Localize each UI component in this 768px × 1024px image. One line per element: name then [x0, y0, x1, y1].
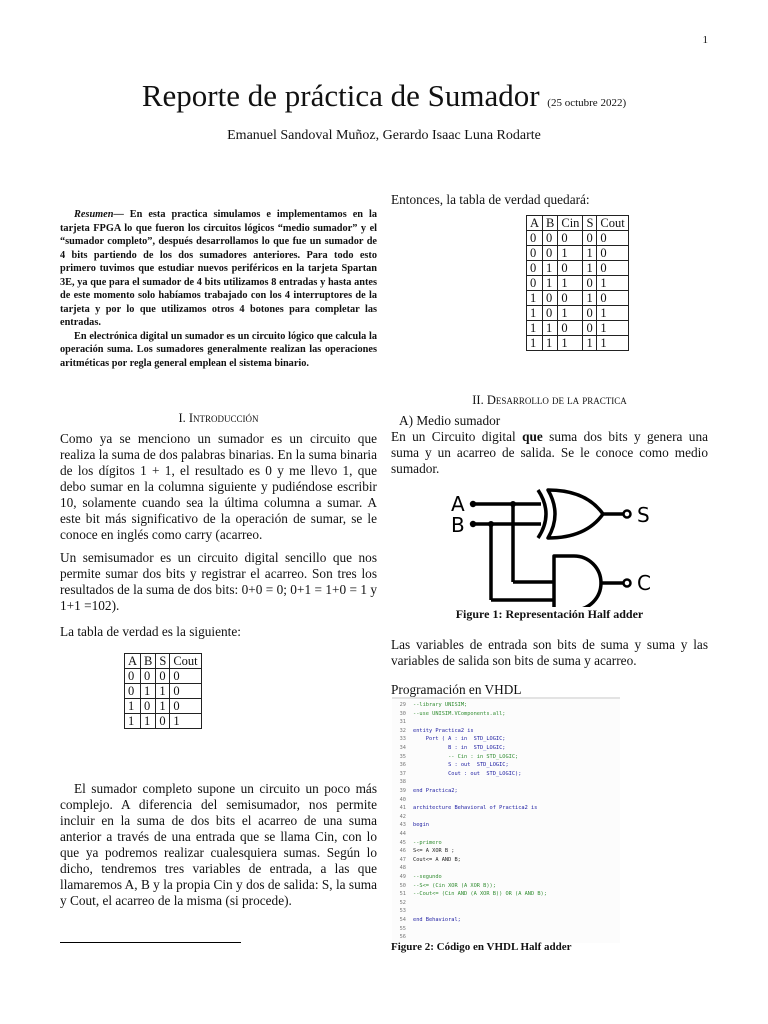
half-table-cell: 0: [170, 699, 201, 714]
code-line-text: Cout : out STD_LOGIC);: [413, 770, 522, 777]
variables-paragraph: Las variables de entrada son bits de suma y suma y las variables de salida son bits de suma y acarreo.: [391, 637, 708, 668]
full-table-cell: 0: [527, 261, 543, 276]
page-number: 1: [702, 34, 708, 46]
code-line-text: architecture Behavioral of Practica2 is: [413, 805, 538, 812]
code-line-text: --use UNISIM.VComponents.all;: [413, 710, 506, 717]
label-a: A: [451, 492, 465, 516]
intro-paragraph-4: El sumador completo supone un circuito un poco más complejo. A diferencia del semisumador, nos permite incluir en la suma de dos bits el acarreo de una suma anterior a través de una entrada que se llama Cin, con lo que ya podremos realizar cualesquiera sumas. Según lo dicho, tendremos tres variables de entrada, a las que llamaremos A, B y la propia Cin y dos de salida: S, la suma y Cout, el acarreo de la misma (si procede).: [60, 781, 377, 908]
code-line-number: 39: [399, 788, 406, 794]
full-table-cell: 0: [597, 231, 628, 246]
authors: Emanuel Sandoval Muñoz, Gerardo Isaac Luna Rodarte: [227, 128, 541, 143]
terminal-s: [624, 511, 631, 518]
code-line-text: --library UNISIM;: [413, 702, 468, 708]
half-table-cell: 0: [141, 669, 156, 684]
full-table-cell: 1: [543, 261, 558, 276]
section-1-title: Introducción: [188, 411, 259, 425]
section-1-heading: [60, 411, 377, 426]
code-line-text: --segundo: [413, 874, 442, 880]
half-header-cell: Cout: [170, 654, 201, 669]
half-table-row: [125, 699, 202, 714]
full-table-row: [527, 321, 629, 336]
half-table-cell: 1: [141, 714, 156, 729]
full-table-cell: 0: [558, 291, 583, 306]
intro-paragraph-2: Un semisumador es un circuito digital sencillo que nos permite sumar dos bits y registrar el acarreo. Son tres los resultados de la suma de dos bits: 0+0 = 0; 0+1 = 1+0 = 1 y 1+1 =102).: [60, 550, 377, 613]
code-line-text: S : out STD_LOGIC;: [413, 762, 509, 769]
code-line-text: entity Practica2 is: [413, 727, 474, 734]
code-line-number: 34: [399, 745, 406, 751]
code-line-number: 49: [399, 874, 406, 880]
half-header-cell: S: [156, 654, 170, 669]
code-line-number: 48: [399, 865, 406, 872]
section-2-title: Desarrollo de la practica: [486, 393, 627, 407]
code-line-number: 44: [399, 831, 406, 837]
full-table-cell: 1: [583, 291, 597, 306]
terminal-b: [470, 521, 476, 527]
full-table-cell: 1: [558, 336, 583, 351]
desc-pre: En un Circuito digital: [391, 429, 523, 444]
code-line-number: 56: [399, 934, 406, 941]
full-table-row: [527, 291, 629, 306]
desc-post: suma dos bits y genera una suma y un acarreo de salida. Se le conoce como medio sumador.: [391, 429, 708, 476]
full-table-cell: 0: [558, 231, 583, 246]
half-header-cell: A: [125, 654, 141, 669]
half-table-cell: 0: [125, 684, 141, 699]
full-table-row: [527, 336, 629, 351]
terminal-c: [624, 580, 631, 587]
full-table-cell: 1: [597, 321, 628, 336]
code-line-number: 53: [399, 908, 406, 915]
title-text: Reporte de práctica de Sumador: [141, 78, 540, 113]
code-line-number: 52: [399, 899, 406, 906]
full-header-cell: S: [583, 216, 597, 231]
code-line-text: Cout<= A AND B;: [413, 856, 461, 863]
half-adder-diagram: [446, 482, 666, 607]
code-line-number: 40: [399, 796, 406, 803]
full-table-cell: 1: [527, 336, 543, 351]
title-date: (25 octubre 2022): [547, 97, 627, 109]
full-table-cell: 1: [597, 276, 628, 291]
full-table-cell: 0: [527, 246, 543, 261]
code-line-number: 45: [399, 839, 406, 846]
full-table-cell: 1: [558, 246, 583, 261]
code-line-number: 30: [399, 710, 406, 717]
full-table-cell: 0: [583, 321, 597, 336]
label-s: S: [637, 503, 650, 527]
half-table-cell: 0: [156, 669, 170, 684]
code-line-number: 41: [399, 805, 406, 812]
intro-paragraph-3: La tabla de verdad es la siguiente:: [60, 624, 241, 639]
full-table-row: [527, 276, 629, 291]
desc-bold: que: [522, 429, 543, 444]
full-table-cell: 0: [597, 261, 628, 276]
and-gate: [554, 556, 601, 607]
intro-paragraph-1: Como ya se menciono un sumador es un circuito que realiza la suma de dos palabras binarias. En la suma binaria de los dígitos 1 + 1, el resultado es 0 y me llevo 1, que debo sumar en la columna siguiente y pudiéndose escribir 10, solamente cuando sea la última columna a sumar. A este bit más significativo de la operación de sumar, se le conoce en inglés como carry (acarreo.: [60, 431, 377, 542]
full-table-cell: 1: [543, 336, 558, 351]
full-table-cell: 0: [527, 231, 543, 246]
abstract-paragraph-2: En electrónica digital un sumador es un circuito lógico que calcula la operación suma. Los sumadores generalmente realizan las operaciones aritméticas por regla general emplean el sistema binario.: [60, 330, 377, 369]
full-table-cell: 0: [583, 276, 597, 291]
code-line-text: -- Cin : in STD_LOGIC;: [413, 753, 519, 760]
section-1-numeral: I.: [178, 411, 186, 425]
paper-title: [0, 78, 768, 114]
section-2-numeral: II.: [472, 393, 484, 407]
full-table-cell: 1: [583, 246, 597, 261]
figure-2-caption: Figure 2: Código en VHDL Half adder: [391, 941, 572, 953]
full-table-cell: 0: [597, 246, 628, 261]
code-line-number: 33: [399, 736, 406, 743]
label-b: B: [451, 513, 465, 537]
full-table-cell: 1: [558, 276, 583, 291]
half-table-cell: 1: [125, 699, 141, 714]
code-line-text: --S<= (Cin XOR (A XOR B));: [413, 882, 496, 889]
half-adder-description: [391, 429, 708, 477]
code-line-number: 36: [399, 762, 406, 769]
code-line-text: --Cout<= (Cin AND (A XOR B)) OR (A AND B);: [413, 891, 547, 898]
full-table-cell: 1: [527, 306, 543, 321]
full-table-cell: 1: [527, 291, 543, 306]
half-table-cell: 0: [170, 684, 201, 699]
code-line-number: 51: [399, 891, 406, 898]
full-header-cell: A: [527, 216, 543, 231]
subsection-a: A) Medio sumador: [399, 413, 501, 428]
code-line-text: Port ( A : in STD_LOGIC;: [413, 736, 506, 743]
junction-b: [488, 521, 494, 527]
full-table-cell: 0: [597, 291, 628, 306]
terminal-a: [470, 501, 476, 507]
full-adder-truth-table: [526, 215, 629, 351]
code-line-text: end Behavioral;: [413, 917, 461, 923]
code-line-number: 54: [399, 917, 406, 923]
abstract-label: Resumen: [74, 209, 114, 220]
full-table-row: [527, 231, 629, 246]
full-header-cell: Cout: [597, 216, 628, 231]
abstract-paragraph-1: [60, 208, 377, 330]
section-2-heading: [391, 393, 708, 408]
full-table-cell: 0: [543, 306, 558, 321]
figure-1-caption: Figure 1: Representación Half adder: [455, 607, 644, 621]
xor-gate: [548, 490, 603, 538]
code-line-number: 38: [399, 779, 406, 786]
junction-a: [510, 501, 516, 507]
full-table-cell: 0: [543, 291, 558, 306]
full-table-row: [527, 306, 629, 321]
programming-heading: Programación en VHDL: [391, 682, 522, 697]
vhdl-code-screenshot: [392, 697, 620, 943]
half-table-cell: 1: [156, 699, 170, 714]
full-table-cell: 1: [583, 336, 597, 351]
code-line-number: 50: [399, 882, 406, 889]
code-line-number: 35: [399, 753, 406, 760]
full-table-cell: 0: [543, 246, 558, 261]
full-table-cell: 0: [583, 306, 597, 321]
half-table-row: [125, 669, 202, 684]
full-header-row: [527, 216, 629, 231]
half-table-cell: 1: [170, 714, 201, 729]
full-table-cell: 0: [543, 231, 558, 246]
half-adder-truth-table: [124, 653, 202, 729]
full-table-cell: 0: [583, 231, 597, 246]
code-line-number: 43: [399, 822, 406, 829]
code-line-text: --primero: [413, 839, 442, 846]
half-header-cell: B: [141, 654, 156, 669]
code-line-text: begin: [413, 822, 429, 829]
half-table-row: [125, 684, 202, 699]
full-table-row: [527, 246, 629, 261]
code-line-text: B : in STD_LOGIC;: [413, 745, 506, 751]
full-table-cell: 1: [583, 261, 597, 276]
code-line-number: 29: [399, 702, 406, 708]
footnote-rule: [60, 942, 241, 943]
full-header-cell: B: [543, 216, 558, 231]
half-table-cell: 0: [141, 699, 156, 714]
full-table-row: [527, 261, 629, 276]
full-table-cell: 0: [558, 261, 583, 276]
truth-table-intro: Entonces, la tabla de verdad quedará:: [391, 192, 590, 207]
code-line-number: 55: [399, 925, 406, 932]
half-table-cell: 0: [125, 669, 141, 684]
code-line-text: end Practica2;: [413, 788, 458, 794]
half-header-row: [125, 654, 202, 669]
label-c: C: [637, 571, 651, 595]
full-header-cell: Cin: [558, 216, 583, 231]
half-table-cell: 1: [141, 684, 156, 699]
code-line-number: 37: [399, 770, 406, 777]
code-line-number: 32: [399, 727, 406, 734]
code-line-number: 47: [399, 856, 406, 863]
code-line-number: 42: [399, 813, 406, 820]
half-table-row: [125, 714, 202, 729]
full-table-cell: 0: [558, 321, 583, 336]
half-table-cell: 0: [170, 669, 201, 684]
half-table-cell: 1: [125, 714, 141, 729]
full-table-cell: 1: [558, 306, 583, 321]
xor-gate-extra-arc: [538, 490, 546, 538]
full-table-cell: 1: [527, 321, 543, 336]
full-table-cell: 0: [527, 276, 543, 291]
code-line-text: S<= A XOR B ;: [413, 848, 455, 855]
full-table-cell: 1: [543, 276, 558, 291]
abstract: [60, 208, 377, 370]
full-table-cell: 1: [543, 321, 558, 336]
full-table-cell: 1: [597, 336, 628, 351]
code-line-number: 31: [399, 719, 406, 726]
full-table-cell: 1: [597, 306, 628, 321]
half-table-cell: 1: [156, 684, 170, 699]
half-table-cell: 0: [156, 714, 170, 729]
abstract-text: — En esta practica simulamos e implementamos en la tarjeta FPGA lo que fueron los circuitos lógicos “medio sumador” y el “sumador completo”, después desarrollamos lo que fue un sumador de 4 bits partiendo de los dos sumadores anteriores. Para todo esto primero tuvimos que estudiar nuevos periféricos en la tarjeta Spartan 3E, ya que para el sumador de 4 bits utilizamos 8 entradas y hasta antes de este momento solo habíamos trabajado con los 4 interruptores de la tarjeta y por lo que utilizamos otros 4 botones para completar las entradas.: [60, 209, 377, 328]
code-line-number: 46: [399, 848, 406, 855]
